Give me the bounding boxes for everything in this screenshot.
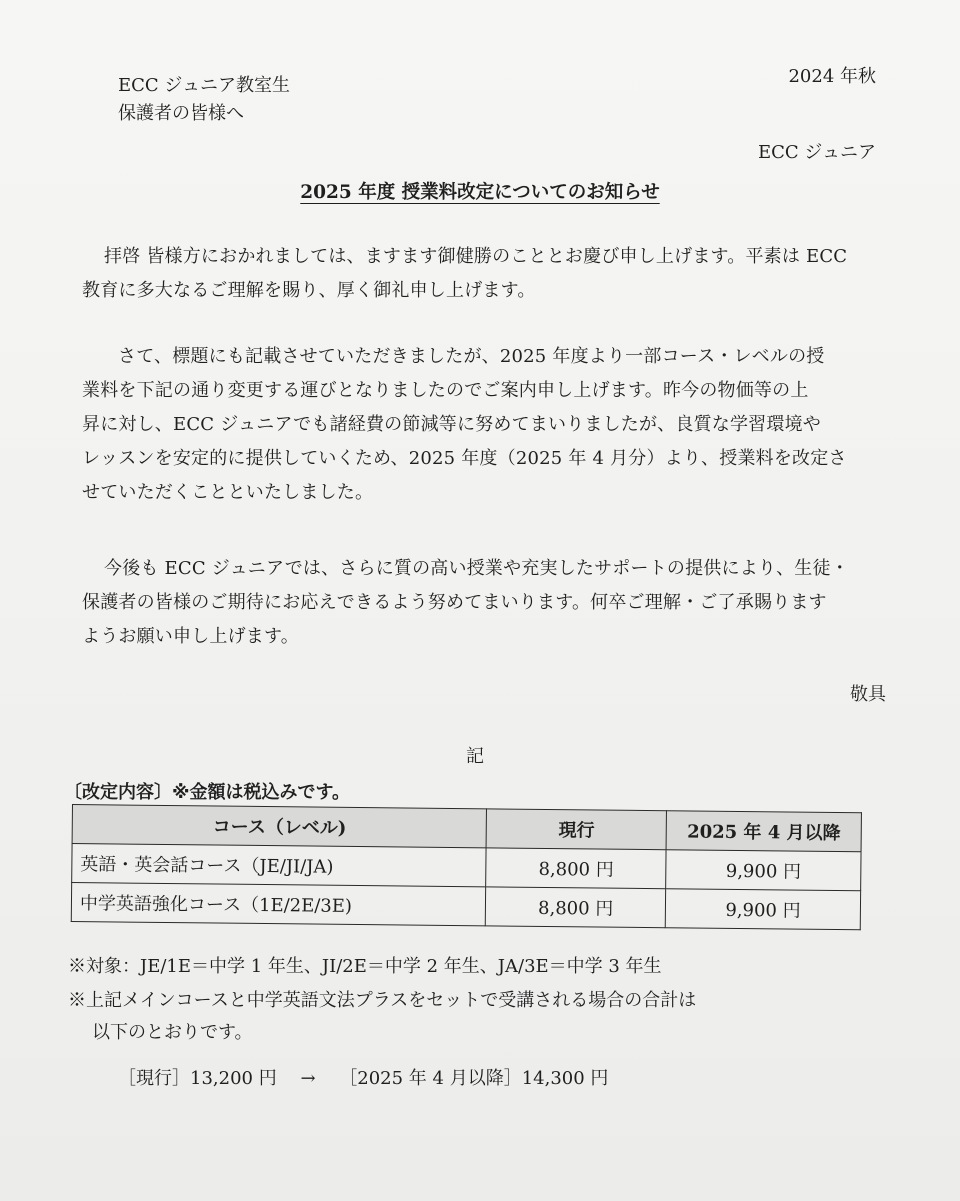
paragraph-line: せていただくことといたしました。 xyxy=(82,482,374,503)
paragraph-greeting xyxy=(82,240,890,308)
note-target: ※対象：JE/1E＝中学 1 年生、JI/2E＝中学 2 年生、JA/3E＝中学 3 年生 xyxy=(68,956,662,977)
set-fee-current: ［現行］13,200 円 xyxy=(118,1068,277,1089)
ki-heading: 記 xyxy=(466,746,484,767)
set-fee-summary xyxy=(118,1064,608,1090)
sender: ECC ジュニア xyxy=(757,142,876,163)
revision-section-label: 〔改定内容〕※金額は税込みです。 xyxy=(64,782,351,803)
header-course: コース（レベル) xyxy=(72,805,487,848)
new-fee: 9,900 円 xyxy=(666,850,861,891)
current-fee: 8,800 円 xyxy=(486,848,666,889)
paragraph-line: 拝啓 皆様方におかれましては、ますます御健勝のこととお慶び申し上げます。平素は ECC xyxy=(104,246,848,267)
note-set-line-1: ※上記メインコースと中学英語文法プラスをセットで受講される場合の合計は xyxy=(68,990,697,1011)
new-fee: 9,900 円 xyxy=(665,889,860,930)
paragraph-line: ようお願い申し上げます。 xyxy=(82,626,299,647)
recipient-line-2: 保護者の皆様へ xyxy=(118,103,244,124)
notice-title: 2025 年度 授業料改定についてのお知らせ xyxy=(300,182,660,203)
paragraph-closing xyxy=(82,552,890,654)
issue-date: 2024 年秋 xyxy=(788,66,876,87)
paragraph-line: レッスンを安定的に提供していくため、2025 年度（2025 年 4 月分）より、授業料を改定さ xyxy=(82,448,847,469)
arrow-icon: → xyxy=(300,1068,316,1089)
header-current: 現行 xyxy=(487,809,667,850)
table-row xyxy=(71,883,860,930)
fee-table xyxy=(71,804,862,930)
paragraph-line: さて、標題にも記載させていただきましたが、2025 年度より一部コース・レベルの授 xyxy=(118,346,825,367)
paragraph-line: 業料を下記の通り変更する運びとなりましたのでご案内申し上げます。昨今の物価等の上 xyxy=(82,380,809,401)
paragraph-line: 昇に対し、ECC ジュニアでも諸経費の節減等に努めてまいりましたが、良質な学習環境や xyxy=(82,414,821,435)
paragraph-announcement xyxy=(82,340,890,510)
current-fee: 8,800 円 xyxy=(486,887,666,928)
paragraph-line: 保護者の皆様のご期待にお応えできるよう努めてまいります。何卒ご理解・ご了承賜ります xyxy=(82,592,827,613)
closing-salutation: 敬具 xyxy=(850,684,886,705)
note-set-line-2: 以下のとおりです。 xyxy=(92,1022,253,1043)
set-fee-new: ［2025 年 4 月以降］14,300 円 xyxy=(339,1068,609,1089)
course-name: 英語・英会話コース（JE/JI/JA) xyxy=(72,844,487,887)
paragraph-line: 今後も ECC ジュニアでは、さらに質の高い授業や充実したサポートの提供により、生徒・ xyxy=(104,558,849,579)
paragraph-line: 教育に多大なるご理解を賜り、厚く御礼申し上げます。 xyxy=(82,280,536,301)
header-new: 2025 年 4 月以降 xyxy=(666,811,861,852)
recipient-block xyxy=(118,72,290,128)
course-name: 中学英語強化コース（1E/2E/3E) xyxy=(71,883,486,926)
recipient-line-1: ECC ジュニア教室生 xyxy=(118,75,291,96)
